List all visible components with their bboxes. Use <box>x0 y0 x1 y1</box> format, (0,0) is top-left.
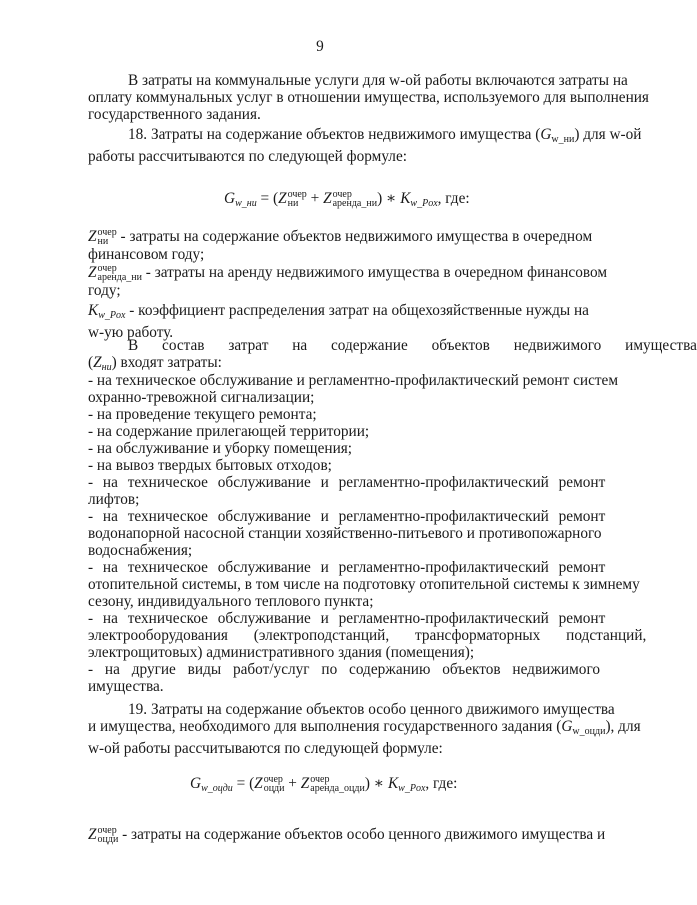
list-item: - на обслуживание и уборку помещения; <box>88 440 353 457</box>
list-item: лифтов; <box>88 491 140 508</box>
list-item: - на техническое обслуживание и регламентно-профилактический ремонт <box>88 474 606 491</box>
text-line: В затраты на коммунальные услуги для w-ой работы включаются затраты на <box>128 72 628 89</box>
list-item: - на техническое обслуживание и регламентно-профилактический ремонт систем <box>88 372 619 389</box>
cost-items-list <box>88 372 647 695</box>
text-line: Z очер аренда_ни - затраты на аренду недвижимого имущества в очередном финансовом <box>88 263 608 284</box>
text-line: $(Z_{ни})$ входят затраты: <box>88 354 222 373</box>
list-item: водонапорной насосной станции хозяйственно-питьевого и противопожарного <box>88 525 602 542</box>
paragraph-18 <box>88 126 642 165</box>
formula-movable-property: $G_{w\_оцди} = (Z$ очер оцди + Z очер аренда_оцди ) ∗ $K_{w\_Pox}$, где: <box>190 774 458 795</box>
list-item: водоснабжения; <box>88 542 193 559</box>
text-line: w-ой работы рассчитываются по следующей формуле: <box>88 740 443 757</box>
text-line: w-ую работу. <box>88 324 174 341</box>
paragraph-utilities <box>88 72 649 123</box>
list-item: охранно-тревожной сигнализации; <box>88 389 315 406</box>
paragraph-composition <box>88 337 697 376</box>
definition-z-ocdi <box>88 826 610 844</box>
page-number: 9 <box>316 38 324 55</box>
list-item: отопительной системы, в том числе на подготовку отопительной системы к зимнему <box>88 576 640 593</box>
text-line: финансовом году; <box>88 246 205 264</box>
definition-k <box>88 302 610 341</box>
text-line: работы рассчитываются по следующей формуле: <box>88 148 407 165</box>
formula-real-estate: $G_{w\_ни} = (Z$ очер ни + Z очер аренда_ни ) ∗ $K_{w\_Pox}$, где: <box>224 189 470 210</box>
list-item: - на техническое обслуживание и регламентно-профилактический ремонт <box>88 610 606 627</box>
definition-z-arenda <box>88 264 610 299</box>
text-line: и имущества, необходимого для выполнения государственного задания $(G_{w\_оцди})$, для <box>88 718 641 737</box>
list-item: электрооборудования (электроподстанций, трансформаторных подстанций, <box>88 627 647 644</box>
list-item: - на проведение текущего ремонта; <box>88 406 317 423</box>
list-item: электрощитовых) административного здания (помещения); <box>88 644 475 661</box>
text-line: году; <box>88 282 121 300</box>
text-line: оплату коммунальных услуг в отношении имущества, используемого для выполнения <box>88 89 649 106</box>
text-line: государственного задания. <box>88 106 261 123</box>
text-line: 18. Затраты на содержание объектов недвижимого имущества $(G_{w\_ни})$ для w-ой <box>128 126 642 145</box>
text-line: В состав затрат на содержание объектов недвижимого имущества <box>128 337 697 354</box>
list-item: сезону, индивидуального теплового пункта; <box>88 593 374 610</box>
paragraph-19 <box>88 701 641 757</box>
list-item: - на техническое обслуживание и регламентно-профилактический ремонт <box>88 508 606 525</box>
list-item: имущества. <box>88 678 164 695</box>
list-item: - на содержание прилегающей территории; <box>88 423 370 440</box>
text-line: Z очер ни - затраты на содержание объектов недвижимого имущества в очередном <box>88 227 593 248</box>
text-line: 19. Затраты на содержание объектов особо ценного движимого имущества <box>128 701 615 718</box>
list-item: - на техническое обслуживание и регламентно-профилактический ремонт <box>88 559 606 576</box>
list-item: - на другие виды работ/услуг по содержанию объектов недвижимого <box>88 661 600 678</box>
text-line: Z очер оцди - затраты на содержание объектов особо ценного движимого имущества и <box>88 825 606 846</box>
text-line: $K_{w\_Pox}$ - коэффициент распределения затрат на общехозяйственные нужды на <box>88 302 589 321</box>
definition-z-ni <box>88 228 610 263</box>
list-item: - на вывоз твердых бытовых отходов; <box>88 457 332 474</box>
